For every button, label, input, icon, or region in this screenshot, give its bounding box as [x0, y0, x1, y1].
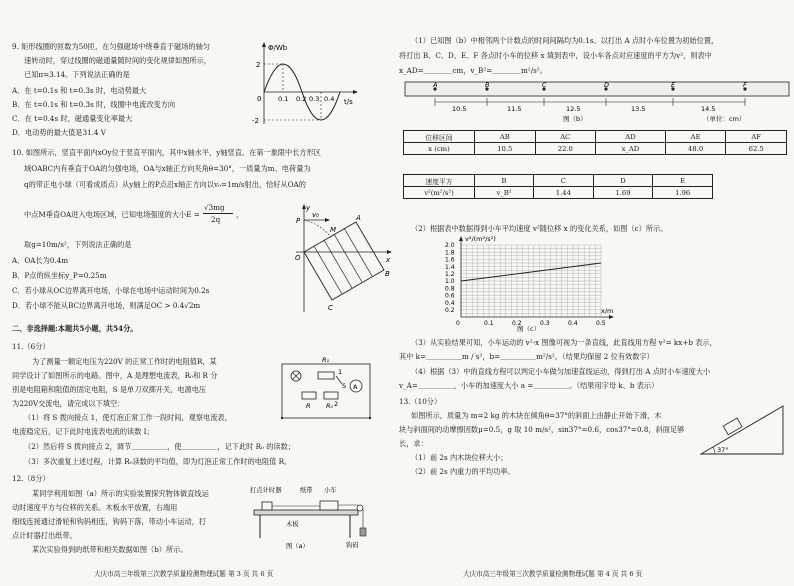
q10-option-d: D．若小球不能从BC边界离开电场，则满足OC > 0.4√2m: [12, 301, 201, 310]
q11-circuit: [272, 352, 380, 424]
q9-graph-xlabel: t/s: [344, 98, 353, 106]
q13-line-3: 长，求：: [399, 439, 428, 448]
tape-point: C: [542, 81, 547, 89]
v2-x-graph: [427, 233, 627, 333]
table-header: D: [593, 175, 653, 187]
q13-line-5: （2）前 2s 内重力的平均功率。: [411, 467, 515, 476]
graph-caption: 图（c）: [517, 325, 541, 333]
table-row: [404, 187, 713, 199]
q11-label-2: 2: [334, 400, 339, 408]
q11-line-2: 同学设计了如图所示的电路。图中，A 是理想电流表，R₀和 R 分: [12, 371, 218, 380]
table-cell: x (cm): [404, 143, 475, 155]
q9-stem-3: 已知π=3.14。下列说法正确的是: [24, 70, 130, 79]
tape-point: E: [671, 81, 676, 89]
q12-label-cart: 小车: [324, 487, 337, 494]
q10-stem-5: 取g=10m/s²，下列说法正确的是: [24, 240, 132, 249]
q11-label-r: R: [306, 402, 311, 410]
table-header: 速度平方: [404, 175, 475, 187]
q13-line-2: 块与斜面间的动摩擦因数μ=0.5，g 取 10 m/s²，sin37°=0.6，cos37°=0.8，斜面足够: [399, 425, 685, 434]
left-footer: 大庆市高三年级第三次教学质量检测物理试题 第 3 页 共 6 页: [94, 570, 274, 578]
tape-distance: 12.5: [566, 105, 581, 113]
q12-line-4: 点计时器打出纸带。: [12, 531, 77, 540]
q10-fig-v0: v₀: [312, 211, 319, 219]
q10-fig-x: x: [386, 256, 391, 264]
right-footer: 大庆市高三年级第三次教学质量检测物理试题 第 4 页 共 6 页: [463, 570, 643, 578]
q10-frac-top: √3mg: [204, 203, 225, 212]
tape-distance: 14.5: [701, 105, 716, 113]
q11-line-3: 别是电阻箱和阻值的固定电阻，S 是单刀双掷开关，电源电压: [12, 385, 207, 394]
x-tick-label: 0.1: [484, 320, 494, 327]
q11-label-r1: R₁: [322, 356, 330, 364]
q12-line-1: 某同学利用如图（a）所示的实验装置探究物体做直线运: [32, 489, 209, 498]
table-header: AF: [726, 131, 787, 143]
q11-line-7: （2）然后将 S 拨向接点 2，调节＿＿＿＿＿，使＿＿＿＿＿，记下此时 R₀ 的读数；: [24, 442, 295, 451]
table-header: 位移区间: [404, 131, 475, 143]
q12-part3-line-1: （3）从实验结果可知，小车运动的 v²-x 图像可视为一条直线，此直线用方程 v²= kx+b 表示，: [411, 338, 717, 347]
tape-unit: （单位：cm）: [703, 115, 746, 122]
table-row: [404, 143, 787, 155]
q10-option-b: B．P点的纵坐标y_P=0.25m: [12, 271, 107, 280]
q10-fig-b: B: [385, 270, 390, 278]
graph-fit-line: [461, 263, 601, 281]
table-header: AC: [535, 131, 596, 143]
tape-distance: 13.5: [631, 105, 646, 113]
q10-stem-4b: ，: [236, 210, 244, 219]
y-tick-label: 1.8: [445, 249, 455, 257]
q11-label-a: A: [353, 383, 358, 391]
x-tick-label: 0.3: [540, 320, 550, 327]
tape-distance: 11.5: [507, 105, 522, 113]
q12-part4-line-1: （4）根据（3）中的直线方程可以判定小车做匀加速直线运动，得到打出 A 点时小车速度大小: [411, 367, 711, 376]
q11-line-4: 为220V交流电，请完成以下填空：: [12, 399, 125, 408]
displacement-table: [403, 130, 787, 155]
q13-line-1: 如图所示，质量为 m=2 kg 的木块在倾角θ=37°的斜面上由静止开始下滑，木: [411, 411, 662, 420]
q11-line-8: （3）多次重复上述过程，计算 R₀读数的平均值，即为灯泡正常工作时的电阻值 R。: [24, 457, 292, 466]
q9-option-d: D．电动势的最大值是31.4 V: [12, 128, 106, 137]
tape-distance: 10.5: [452, 105, 467, 113]
graph-xlabel: x/m: [601, 307, 614, 315]
velocity-table: [403, 174, 713, 199]
table-header: E: [653, 175, 713, 187]
q12-line-5: 某次实验得到的纸带和相关数据如图（b）所示。: [32, 545, 188, 554]
table-cell: 48.0: [665, 143, 726, 155]
q12-part1-line-3: x_AD=＿＿＿＿cm，v_B²=＿＿＿＿m²/s²。: [399, 66, 547, 75]
x-tick-label: 0.5: [596, 320, 606, 327]
graph-ylabel: v²/(m²/s²): [465, 235, 496, 243]
tape-point: B: [485, 81, 490, 89]
y-tick-label: 0.4: [445, 299, 455, 307]
q9-option-a: A．在 t=0.1s 和 t=0.3s 时，电动势最大: [12, 86, 147, 95]
q10-fig-m: M: [330, 226, 337, 234]
incline-angle-label: 37°: [717, 446, 729, 454]
q10-stem-3: q的带正电小球（可看成质点）从y轴上的P点沿x轴正方向以v₀=1m/s射出，恰好从OA的: [24, 180, 306, 189]
incline-figure: [697, 402, 787, 458]
table-header: B: [475, 175, 534, 187]
q12-part1-line-2: 将打出 B、C、D、E、F 各点时小车的位移 x 填到表中，设小车各点对应速度的平方为v²，则表中: [399, 51, 712, 60]
q12-heading: 12.（8分）: [12, 474, 50, 483]
table-cell: x_AD: [596, 143, 666, 155]
table-cell: 10.5: [475, 143, 536, 155]
q9-graph-origin: 0: [257, 95, 262, 103]
q12-part1-line-1: （1）已知图（b）中相邻两个计数点的时间间隔均为0.1s。以打出 A 点时小车位置为初始位置，: [411, 36, 719, 45]
table-row: [404, 175, 713, 187]
q9-graph-tick: 0.4: [324, 95, 335, 103]
q10-stem-4: 中点M垂直OA进入电场区域，已知电场强度的大小E =: [24, 210, 200, 219]
q9-option-c: C．在 t=0.4s 时，磁通量变化率最大: [12, 114, 133, 123]
table-cell: 62.5: [726, 143, 787, 155]
q10-field-figure: [286, 202, 396, 317]
tape-figure: [403, 78, 791, 122]
tape-point: F: [743, 81, 747, 89]
q12-line-3: 细线连接通过滑轮和钩码相连，钩码下落，带动小车运动，打: [12, 517, 207, 526]
table-cell: 1.44: [534, 187, 594, 199]
q10-fig-c: C: [328, 304, 333, 312]
y-tick-label: 1.6: [445, 256, 455, 264]
q12-label-board: 木板: [286, 521, 299, 528]
q11-heading: 11.（6分）: [12, 342, 50, 351]
table-cell: 22.0: [535, 143, 596, 155]
q13-heading: 13.（10分）: [399, 397, 442, 406]
tape-caption: 图（b）: [563, 115, 587, 122]
q9-stem-1: 9. 矩形线圈的匝数为50匝，在匀强磁场中绕垂直于磁场的轴匀: [12, 42, 210, 51]
q12-part2: （2）根据表中数据得到小车平均速度 v²随位移 x 的变化关系，如图（c）所示。: [411, 224, 668, 233]
q9-graph-tick: 0.3: [309, 95, 320, 103]
q10-frac-bottom: 2q: [211, 215, 221, 224]
q9-graph-yneg: -2: [252, 117, 259, 125]
q9-stem-2: 速转动时，穿过线圈的磁通量随时间的变化规律如图所示，: [24, 56, 211, 65]
q13-line-4: （1）前 2s 内木块位移大小；: [411, 453, 508, 462]
x-tick-label: 0.2: [512, 320, 522, 327]
q9-flux-graph: [252, 40, 362, 126]
right-page: [397, 0, 794, 586]
q9-graph-ylabel: Φ/Wb: [268, 44, 288, 52]
q12-figure-caption: 图（a）: [286, 543, 309, 550]
q11-line-1: 为了测量一额定电压为220V 的正常工作时的电阻值R，某: [32, 357, 217, 366]
table-header: AE: [665, 131, 726, 143]
q11-label-r0: R₀: [326, 402, 334, 410]
q10-option-c: C．若小球从OC边界离开电场，小球在电场中运动时间为0.2s: [12, 286, 210, 295]
table-header: AB: [475, 131, 536, 143]
q12-line-2: 动时速度平方与位移的关系。木板水平放置，右端用: [12, 503, 178, 512]
q12-label-weight: 钩码: [346, 542, 359, 549]
q11-label-s: S: [342, 382, 347, 390]
q11-line-6: 电流稳定后，记下此时电流表电流的读数 I；: [12, 427, 154, 436]
table-row: [404, 131, 787, 143]
q11-line-5: （1）将 S 拨向接点 1，使灯泡正常工作一段时间，观察电流表，: [24, 413, 232, 422]
q10-fig-p: P: [296, 217, 301, 225]
q12-part4-line-2: v_A=＿＿＿＿＿，小车的加速度大小 a =＿＿＿＿＿。（结果用字母 k、b 表示）: [399, 381, 659, 390]
y-tick-label: 1.4: [445, 263, 455, 271]
q10-stem-2: 域OABC内有垂直于OA的匀强电场，OA与x轴正方向夹角θ=30°，一质量为m、电荷量为: [24, 164, 311, 173]
table-cell: 1.96: [653, 187, 713, 199]
q10-fig-a: A: [356, 214, 361, 222]
q12-label-tape: 纸带: [300, 487, 313, 494]
x-tick-label: 0.4: [568, 320, 578, 327]
y-tick-label: 0.8: [445, 285, 455, 293]
q12-part3-line-2: 其中 k=＿＿＿＿＿m / s²，b=＿＿＿＿＿m²/s²。（结果均保留 2 位有效数字）: [399, 352, 654, 361]
table-cell: v_B²: [475, 187, 534, 199]
tape-point: D: [604, 81, 610, 89]
q9-graph-tick: 0.1: [278, 95, 289, 103]
y-tick-label: 1.2: [445, 271, 455, 278]
table-cell: 1.69: [593, 187, 653, 199]
y-tick-label: 1.0: [445, 278, 455, 286]
y-tick-label: 2.0: [445, 242, 455, 250]
q12-label-timer: 打点计时器: [250, 487, 282, 494]
q9-option-b: B．在 t=0.1s 和 t=0.3s 时，线圈中电流改变方向: [12, 100, 176, 109]
q10-frac-bar: [203, 213, 233, 214]
y-tick-label: 0.6: [445, 292, 455, 300]
q10-fig-y: y: [306, 204, 311, 212]
q9-graph-ypos: 2: [256, 61, 261, 69]
q10-fig-o: O: [295, 254, 301, 262]
q12-apparatus: [250, 484, 370, 554]
q10-option-a: A．OA长为0.4m: [12, 256, 69, 265]
tape-point: A: [433, 81, 438, 89]
section-2-heading: 二、非选择题:本题共5小题，共54分。: [12, 324, 138, 333]
x-tick-label: 0: [456, 320, 460, 327]
table-cell: v²(m²/s²): [404, 187, 475, 199]
table-header: AD: [596, 131, 666, 143]
table-header: C: [534, 175, 594, 187]
q10-stem-1: 10. 如图所示，竖直平面内xOy位于竖直平面内，其中x轴水平，y轴竖直。在第一象限中长方形区: [12, 148, 321, 157]
y-tick-label: 0.2: [445, 307, 455, 314]
q9-graph-tick: 0.2: [296, 95, 307, 103]
q11-label-1: 1: [338, 368, 343, 376]
